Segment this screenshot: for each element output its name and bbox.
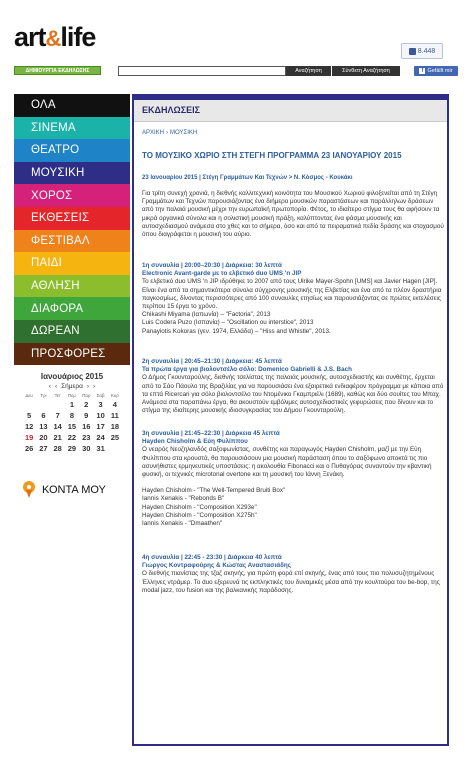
calendar-day[interactable]: 31 xyxy=(96,444,105,453)
calendar-today-link[interactable]: Σήμερα xyxy=(61,383,83,390)
calendar-weekday: Τρι xyxy=(40,393,47,398)
near-me-link[interactable] xyxy=(22,480,122,500)
calendar-widget xyxy=(22,372,122,454)
article-meta[interactable]: 23 Ιανουαρίου 2015 | Στέγη Γραμμάτων Και Τεχνών > Ν. Κόσμος - Κουκάκι xyxy=(142,175,353,181)
concert-block-1 xyxy=(142,262,444,336)
nav-item-6[interactable]: ΦΕΣΤΙΒΑΛ xyxy=(14,230,130,253)
concert-header: 2η συναυλία | 20:45–21:30 | Διάρκεια: 45 λεπτά xyxy=(142,358,282,365)
logo-part2: life xyxy=(60,22,96,52)
logo-part1: art xyxy=(14,22,46,52)
concert-work: Iannis Xenakis - "Dmaathen" xyxy=(142,520,223,528)
calendar-day[interactable]: 16 xyxy=(82,422,91,431)
calendar-day[interactable]: 13 xyxy=(39,422,48,431)
calendar-day[interactable]: 14 xyxy=(53,422,62,431)
nav-item-8[interactable]: ΑΘΛΗΣΗ xyxy=(14,275,130,298)
calendar-day[interactable]: 9 xyxy=(84,411,89,420)
breadcrumb-music[interactable]: ΜΟΥΣΙΚΗ xyxy=(170,130,198,136)
like-count: 8.448 xyxy=(417,47,436,55)
article-intro: Για τρίτη συνεχή χρονιά, η διεθνής καλλιτεχνική κοινότητα του Μουσικού Χωριού φιλοξενείται από τη Στέγη Γραμμάτων και Τεχνών παρουσιάζοντας ένα διήμερο μουσικών παραστάσεων και παράλληλων δράσεων από την παλαιά μουσική μέχρι την ευρωπαϊκή πρωτοπορία. Φέτος, το ιδιαίτερο στίγμα τους θα αφήσουν τα μικρά οργανικά σύνολα και η σολιστική μουσική πράξη, καλύπτοντας ένα φάσμα μουσικής και αυτοσχεδιασμού ανάμεσα στο χθες και το σήμερα, όσο και από τα πειραματικά πεδία δράσης και στοχασμού όπου διαγράφεται η μουσική του αύριο. xyxy=(142,190,444,239)
calendar-day[interactable]: 12 xyxy=(24,422,34,431)
calendar-day[interactable]: 20 xyxy=(39,433,48,442)
nav-item-1[interactable]: ΣΙΝΕΜΑ xyxy=(14,117,130,140)
calendar-weekday: Παρ xyxy=(82,393,91,398)
events-content-panel xyxy=(132,94,449,746)
concert-work: Hayden Chisholm - "The Well-Tempered Bruiti Box" xyxy=(142,487,286,495)
article-title: ΤΟ ΜΟΥΣΙΚΟ ΧΩΡΙΟ ΣΤΗ ΣΤΕΓΗ ΠΡΟΓΡΑΜΜΑ 23 ΙΑΝΟΥΑΡΙΟΥ 2015 xyxy=(142,151,402,160)
category-nav xyxy=(14,94,130,365)
calendar-day[interactable]: 19 xyxy=(24,433,34,442)
site-logo[interactable] xyxy=(14,22,95,53)
search-bar-row xyxy=(14,66,458,78)
calendar-weekday: Πεμ xyxy=(68,393,76,398)
breadcrumb xyxy=(142,130,197,136)
calendar-day xyxy=(108,443,122,454)
concert-work: Hayden Chisholm - "Composition X293e" xyxy=(142,503,257,511)
calendar-day[interactable]: 1 xyxy=(69,400,75,409)
calendar-nav xyxy=(22,383,122,390)
concert-title: Τα πρώτα έργα για βιολοντσέλο σόλο: Domenico Gabrielli & J.S. Bach xyxy=(142,366,352,374)
nav-item-2[interactable]: ΘΕΑΤΡΟ xyxy=(14,139,130,162)
concert-header: 4η συναυλία | 22:45 - 23:30 | Διάρκεια 40 λεπτά xyxy=(142,554,282,561)
calendar-day[interactable]: 10 xyxy=(96,411,105,420)
concert-work: Hayden Chisholm - "Composition X275h" xyxy=(142,511,257,519)
concert-title: Electronic Avant-garde με το ελβετικό duo UMS 'n JIP xyxy=(142,270,302,278)
concert-work: Luis Codera Puzo (Ισπανία) – "Oscillation ou interstice", 2013 xyxy=(142,319,314,327)
concert-title: Γιώργος Κοντραφούρης & Κώστας Αναστασιάδης xyxy=(142,562,292,570)
calendar-day[interactable]: 21 xyxy=(53,433,62,442)
calendar-day[interactable]: 28 xyxy=(53,444,62,453)
calendar-week xyxy=(22,399,122,410)
concert-title: Hayden Chisholm & Εύη Φυλίππου xyxy=(142,438,248,446)
section-title: ΕΚΔΗΛΩΣΕΙΣ xyxy=(142,105,200,115)
concert-body: Ο Δήμος Γκουνταρούλης, διεθνής τσελίστας της παλαιάς μουσικής, αυτοσχεδιαστής και συνθέτης, έρχεται από το Σάο Πάουλο της Βραζιλίας για να παρουσιάσει ένα εξαιρετικά ενδιαφέρον πρόγραμμα με κάποια από τα επτά Ricercari για σόλο βιολοντσέλο του Ντομένικο Γκαμπριέλι (1689), καθώς και δύο σουίτες του Μπαχ. Ανάμεσα στα παραπάνω έργα, θα ακουστούν εμβόλιμες αυτοσχεδιαστικές γεφυρώσεις που δίνουν και το στίγμα της ιδιαίτερης μουσικής ιδιοσυγκρασίας του Δήμου Γκουνταρούλη. xyxy=(142,374,444,415)
thumbs-up-icon xyxy=(409,48,416,55)
create-event-button[interactable]: ΔΗΜΙΟΥΡΓΙΑ ΕΚΔΗΛΩΣΗΣ xyxy=(14,66,101,75)
breadcrumb-home[interactable]: ΑΡΧΙΚΗ xyxy=(142,130,165,136)
calendar-day[interactable]: 5 xyxy=(27,411,32,420)
calendar-nav-arrow[interactable]: › xyxy=(86,383,90,390)
near-me-label: ΚΟΝΤΑ ΜΟΥ xyxy=(42,484,106,496)
advanced-search-button[interactable]: Σύνθετη Αναζήτηση xyxy=(332,66,400,76)
calendar-nav-arrow[interactable]: ‹ xyxy=(54,383,58,390)
calendar-week xyxy=(22,443,122,454)
facebook-like-label: Gefällt mir xyxy=(427,68,453,74)
calendar-week xyxy=(22,421,122,432)
concert-body: Ο διεθνής πιανίστας της τζαζ σκηνής, για πρώτη φορά επί σκηνής, ένας από τους πιο πολυσυζητημένους Έλληνες ντράμερ. Το duo εξερευνά τις εκπληκτικές του δυναμικές μέσα από την κουλτούρα του be-bop, της modal jazz, του fusion και της βαλκανικής παράδοσης. xyxy=(142,570,440,594)
concert-header: 3η συναυλία | 21:45–22:30 | Διάρκεια 45 λεπτά xyxy=(142,430,280,437)
calendar-day[interactable]: 22 xyxy=(67,433,77,442)
nav-item-7[interactable]: ΠΑΙΔΙ xyxy=(14,252,130,275)
calendar-weekday: Σαβ xyxy=(96,393,105,398)
calendar-day[interactable]: 17 xyxy=(96,422,105,431)
calendar-day[interactable]: 18 xyxy=(110,422,120,431)
search-input[interactable] xyxy=(118,66,286,76)
calendar-day[interactable]: 27 xyxy=(39,444,48,453)
calendar-day[interactable]: 30 xyxy=(82,444,91,453)
calendar-week xyxy=(22,432,122,443)
logo-amp: & xyxy=(45,26,61,51)
concert-header: 1η συναυλία | 20:00–20:30 | Διάρκεια: 30 λεπτά xyxy=(142,262,282,269)
calendar-day xyxy=(51,399,65,410)
concert-block-2 xyxy=(142,358,444,415)
calendar-day xyxy=(36,399,50,410)
calendar-day[interactable]: 23 xyxy=(82,433,91,442)
facebook-icon: f xyxy=(421,68,424,74)
concert-work: Iannis Xenakis - "Rebonds B" xyxy=(142,495,225,503)
calendar-day[interactable]: 2 xyxy=(84,400,89,409)
calendar-weekday: Κυρ xyxy=(110,393,119,398)
nav-item-9[interactable]: ΔΙΑΦΟΡΑ xyxy=(14,297,130,320)
nav-item-10[interactable]: ΔΩΡΕΑΝ xyxy=(14,320,130,343)
calendar-day[interactable]: 15 xyxy=(67,422,77,431)
calendar-day[interactable]: 26 xyxy=(24,444,34,453)
calendar-title: Ιανουάριος 2015 xyxy=(40,372,104,381)
calendar-weekday: Δευ xyxy=(25,393,33,398)
calendar-day[interactable]: 3 xyxy=(98,400,103,409)
calendar-grid xyxy=(22,392,122,454)
nav-item-5[interactable]: ΕΚΘΕΣΕΙΣ xyxy=(14,207,130,230)
breadcrumb-separator: › xyxy=(166,130,169,136)
search-button[interactable]: Αναζήτηση xyxy=(286,66,331,76)
calendar-day[interactable]: 6 xyxy=(41,411,46,420)
calendar-weekday: Τετ xyxy=(54,393,61,398)
concert-work: Panayiotis Kokoras (γεν. 1974, Ελλάδα) – "Hiss and Whistle", 2013. xyxy=(142,327,331,335)
calendar-day[interactable]: 7 xyxy=(55,411,60,420)
calendar-week xyxy=(22,410,122,421)
facebook-like-count[interactable] xyxy=(401,43,443,59)
concert-body: Ο νεαρός Νεοζηλανδός σαξοφωνίστας, συνθέτης και παραγωγός Hayden Chisholm, μαζί με την Εύη Φυλίππου στα κρουστά, θα παρουσιάσουν μια μουσική παράσταση όπου το σαξόφωνο αποκτά τις πιο ασυνήθιστες ερμηνευτικές υποστάσεις: η ακολουθία Fibonacci και ο Πυθαγόρας συναντούν την κβαντική φυσική, οι τεχνικές microtonal overtone και τη μουσική του Ιάννη Ξενάκη. xyxy=(142,446,432,479)
calendar-day[interactable]: 29 xyxy=(67,444,77,453)
calendar-day[interactable]: 4 xyxy=(112,400,117,409)
concert-block-4 xyxy=(142,554,444,595)
concert-block-3 xyxy=(142,430,444,528)
calendar-nav-arrow[interactable]: ‹ xyxy=(48,383,51,390)
map-pin-icon xyxy=(22,481,36,499)
concert-work: Chikashi Miyama (Ιαπωνία) – "Factoria", 2013 xyxy=(142,311,271,319)
calendar-day[interactable]: 25 xyxy=(110,433,120,442)
calendar-nav-arrow[interactable]: › xyxy=(93,383,96,390)
nav-item-3[interactable]: ΜΟΥΣΙΚΗ xyxy=(14,162,130,185)
calendar-day xyxy=(22,399,36,410)
nav-item-4[interactable]: ΧΟΡΟΣ xyxy=(14,184,130,207)
facebook-like-button[interactable] xyxy=(414,66,458,76)
concert-body: Το ελβετικό duo UMS 'n JIP ιδρύθηκε το 2007 από τους Ulrike Mayer-Spohn [UMS] και Javier Hagen [JIP]. Είναι ένα από τα σημαντικότερα σύνολα σύγχρονης μουσικής της Ελβετίας και ένα από τα πλέον δραστήρια παγκοσμίως, δίνοντας περισσότερες από 100 συναυλίες ετησίως και παρουσιάζοντας σε πρώτες εκτελέσεις περίπου 15 έργα το χρόνο. xyxy=(142,278,442,311)
calendar-day[interactable]: 24 xyxy=(96,433,105,442)
calendar-day[interactable]: 11 xyxy=(110,411,119,420)
section-header xyxy=(134,100,447,122)
nav-item-0[interactable]: ΟΛΑ xyxy=(14,94,130,117)
calendar-day[interactable]: 8 xyxy=(69,411,75,420)
nav-item-11[interactable]: ΠΡΟΣΦΟΡΕΣ xyxy=(14,343,130,366)
